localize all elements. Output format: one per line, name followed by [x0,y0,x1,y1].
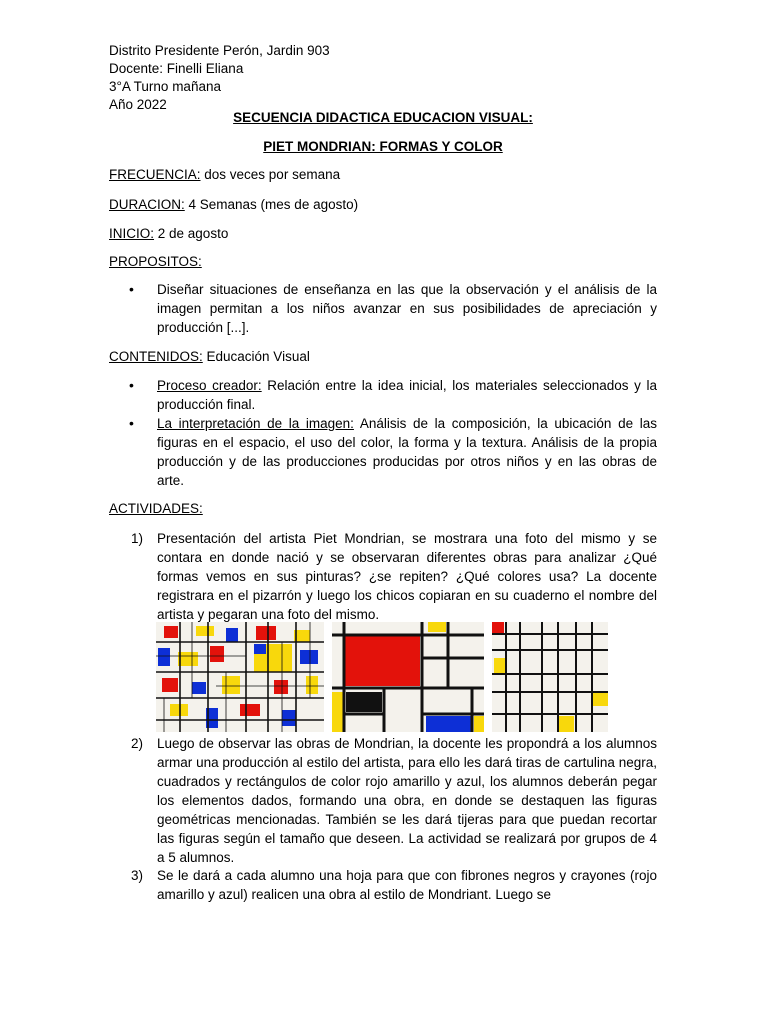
bullet-icon: • [129,377,134,393]
artwork-image-3 [492,622,608,732]
header-district: Distrito Presidente Perón, Jardin 903 [109,43,330,58]
artwork-2-svg [332,622,484,732]
contenidos-item-1-text: Relación entre la idea inicial, los materiales seleccionados y la producción final. [157,378,657,412]
contenidos-item-1-label: Proceso creador: [157,378,262,393]
activity-2: Luego de observar las obras de Mondrian, la docente les propondrá a los alumnos armar una producción al estilo del artista, para ello les dará tiras de cartulina negra, cuadrados y rectángulos de color rojo amarillo y azul, los alumnos deberán pegar los elementos dados, formando una obra, en donde se destaquen las figuras geométricas mencionadas. También se les dará tijeras para que puedan recortar las figuras según el tamaño que deseen. La actividad se realizará por grupos de 4 a 5 alumnos. [157,736,657,865]
contenidos-item-1 [157,376,657,414]
frecuencia-line [109,166,340,184]
contenidos-item-2-label: La interpretación de la imagen: [157,416,354,431]
header-year: Año 2022 [109,97,167,112]
propositos-item: Diseñar situaciones de enseñanza en las que la observación y el análisis de la imagen permitan a los niños avanzar en sus posibilidades de apreciación y producción [...]. [157,282,657,335]
bullet-icon: • [129,415,134,431]
duracion-value: 4 Semanas (mes de agosto) [184,197,359,212]
artwork-1-svg [156,622,324,732]
contenidos-value: Educación Visual [202,349,310,364]
header-teacher: Docente: Finelli Eliana [109,61,244,76]
actividades-label: ACTIVIDADES: [109,501,203,516]
activity-number-1: 1) [131,531,144,546]
duracion-label: DURACION: [109,197,185,212]
title-artist: PIET MONDRIAN: FORMAS Y COLOR [263,139,503,154]
inicio-line [109,225,228,243]
inicio-label: INICIO: [109,226,155,241]
contenidos-line [109,348,310,366]
artwork-3-svg [492,622,608,732]
actividades-line [109,500,203,518]
contenidos-item-2 [157,414,657,490]
bullet-icon: • [129,281,134,297]
activity-number-3: 3) [131,868,144,883]
contenidos-item-2-text: Análisis de la composición, la ubicación de las figuras en el espacio, el uso del color, la forma y la textura. Análisis de la propia producción y de las producciones producidas por otros niños y en las obras de arte. [157,416,657,488]
inicio-value: 2 de agosto [154,226,229,241]
header-class: 3°A Turno mañana [109,79,221,94]
frecuencia-label: FRECUENCIA: [109,167,201,182]
activity-number-2: 2) [131,736,144,751]
duracion-line [109,196,358,214]
contenidos-label: CONTENIDOS: [109,349,203,364]
propositos-line [109,253,202,271]
propositos-label: PROPOSITOS: [109,254,202,269]
artwork-image-2 [332,622,484,732]
title-sequence: SECUENCIA DIDACTICA EDUCACION VISUAL: [233,110,533,125]
artwork-image-1 [156,622,324,732]
activity-1: Presentación del artista Piet Mondrian, se mostrara una foto del mismo y se contara en donde nació y se observaran diferentes obras para analizar ¿Qué formas vemos en sus pinturas? ¿se repiten? ¿Qué colores usa? La docente registrara en el pizarrón y luego los chicos copiaran en su cuaderno el nombre del artista y pegaran una foto del mismo. [157,531,657,622]
activity-3: Se le dará a cada alumno una hoja para que con fibrones negros y crayones (rojo amarillo y azul) realicen una obra al estilo de Mondriant. Luego se [157,868,657,902]
frecuencia-value: dos veces por semana [200,167,341,182]
